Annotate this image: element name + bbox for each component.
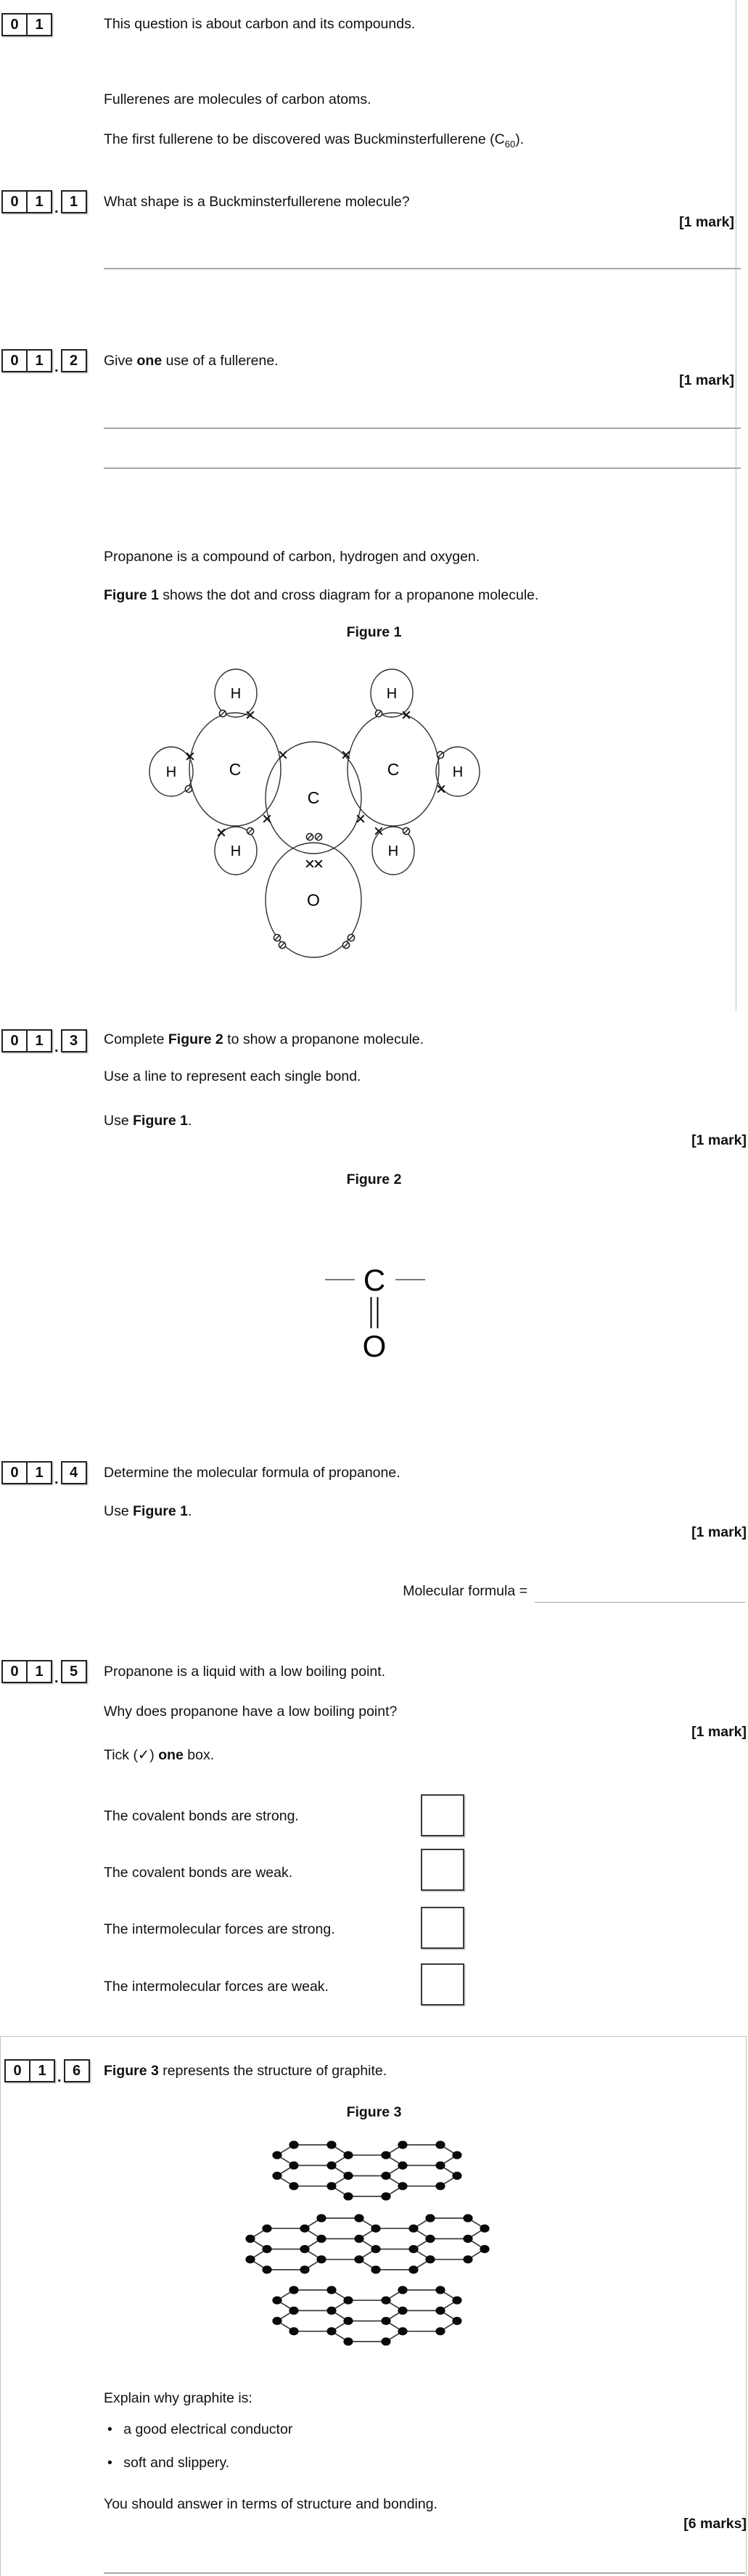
- qnum-dot: .: [54, 1471, 59, 1487]
- q015-text: Propanone is a liquid with a low boiling point.: [104, 1664, 386, 1680]
- q015-option-label-2: The covalent bonds are weak.: [104, 1865, 293, 1881]
- q016-bullet-1: • a good electrical conductor: [107, 2421, 293, 2437]
- qnum-digit: 1: [29, 2061, 54, 2081]
- atom-label-C: C: [229, 760, 242, 780]
- question-number-01-6: [4, 2059, 90, 2085]
- qnum-digit: 0: [10, 16, 19, 33]
- qnum-dot: .: [54, 1039, 59, 1055]
- question-number-01-1: [1, 190, 87, 216]
- qnum-digit: 0: [10, 1464, 19, 1481]
- qnum-digit: 1: [26, 351, 51, 371]
- q012-answer-line-2[interactable]: [104, 467, 741, 469]
- qnum-digit: 1: [26, 1031, 51, 1051]
- qnum-subdigit: 6: [73, 2062, 81, 2079]
- bullet-icon: •: [107, 2421, 112, 2437]
- qnum-digit: 0: [10, 1663, 19, 1680]
- qnum-dot: .: [54, 1670, 59, 1686]
- q014-use-figure1: Use Figure 1.: [104, 1503, 192, 1519]
- figure3-title: Figure 3: [346, 2104, 402, 2120]
- qnum-dot: .: [54, 200, 59, 216]
- c60-subscript: 60: [504, 139, 516, 150]
- qnum-digit: 1: [26, 1463, 51, 1483]
- atom-label-C: C: [387, 760, 400, 780]
- molecular-formula-label: Molecular formula =: [403, 1583, 527, 1599]
- q015-option-label-4: The intermolecular forces are weak.: [104, 1979, 329, 1995]
- question-number-01-5: [1, 1660, 87, 1686]
- figure3-graphite-structure: [0, 2090, 748, 2381]
- q015-checkbox-2[interactable]: [421, 1849, 464, 1891]
- propanone-intro-2: Figure 1 shows the dot and cross diagram for a propanone molecule.: [104, 587, 539, 603]
- q013-line2: Use a line to represent each single bond.: [104, 1068, 361, 1084]
- q013-mark: [1 mark]: [691, 1132, 747, 1148]
- q015-question: Why does propanone have a low boiling point?: [104, 1704, 398, 1720]
- atom-label-H: H: [386, 686, 398, 702]
- q015-option-label-1: The covalent bonds are strong.: [104, 1808, 299, 1824]
- q016-answer-line[interactable]: [104, 2572, 745, 2574]
- q015-option-label-3: The intermolecular forces are strong.: [104, 1921, 335, 1937]
- q014-mark: [1 mark]: [691, 1524, 747, 1540]
- atom-label-C: C: [307, 788, 320, 808]
- q016-outro: You should answer in terms of structure and bonding.: [104, 2496, 437, 2512]
- q015-mark: [1 mark]: [691, 1724, 747, 1740]
- atom-label-H: H: [165, 764, 177, 780]
- figure1-title: Figure 1: [346, 624, 402, 640]
- qnum-subdigit: 1: [70, 193, 78, 210]
- q011-mark: [1 mark]: [679, 214, 734, 230]
- q013-text: Complete Figure 2 to show a propanone molecule.: [104, 1031, 424, 1047]
- qnum-digit: 0: [10, 352, 19, 369]
- atom-label-H: H: [387, 843, 399, 859]
- q015-checkbox-4[interactable]: [421, 1963, 464, 2005]
- q016-bullet-2: • soft and slippery.: [107, 2455, 230, 2471]
- atom-label-H: H: [230, 686, 242, 702]
- q016-explain: Explain why graphite is:: [104, 2390, 252, 2406]
- q015-tick-instruction: Tick (✓) one box.: [104, 1747, 215, 1763]
- atom-label-O: O: [307, 891, 320, 910]
- molecular-formula-answer-line[interactable]: [535, 1602, 745, 1603]
- question-number-01-3: [1, 1029, 87, 1055]
- q012-text: Give one use of a fullerene.: [104, 353, 279, 369]
- figure1-dot-cross-diagram: [102, 653, 522, 973]
- bullet-icon: •: [107, 2455, 112, 2471]
- q01-first-fullerene: The first fullerene to be discovered was Buckminsterfullerene $(C_{60})$.: [104, 131, 525, 150]
- q014-text: Determine the molecular formula of propanone.: [104, 1465, 400, 1481]
- qnum-subdigit: 5: [70, 1663, 78, 1680]
- qnum-digit: 1: [26, 15, 51, 35]
- q011-text: What shape is a Buckminsterfullerene molecule?: [104, 194, 410, 210]
- question-number-01-2: [1, 349, 87, 375]
- q01-fullerenes: Fullerenes are molecules of carbon atoms.: [104, 91, 371, 107]
- q011-answer-line[interactable]: [104, 268, 741, 269]
- qnum-dot: .: [57, 2069, 62, 2085]
- figure2-title: Figure 2: [346, 1172, 402, 1187]
- qnum-digit: 0: [10, 193, 19, 210]
- q012-answer-line-1[interactable]: [104, 428, 741, 429]
- q012-mark: [1 mark]: [679, 372, 734, 388]
- qnum-subdigit: 4: [70, 1464, 78, 1481]
- q016-mark: [6 marks]: [683, 2516, 747, 2532]
- qnum-subdigit: 3: [70, 1032, 78, 1049]
- q013-use-figure1: Use Figure 1.: [104, 1113, 192, 1129]
- qnum-subdigit: 2: [70, 352, 78, 369]
- figure2-carbon-label: C: [363, 1263, 386, 1297]
- atom-label-H: H: [452, 764, 464, 780]
- q01-intro: This question is about carbon and its compounds.: [104, 16, 416, 32]
- q015-checkbox-3[interactable]: [421, 1907, 464, 1949]
- atom-label-H: H: [230, 843, 242, 859]
- q015-checkbox-1[interactable]: [421, 1794, 464, 1836]
- question-number-01-4: [1, 1461, 87, 1487]
- figure2-skeleton-diagram[interactable]: [276, 1259, 479, 1365]
- qnum-dot: .: [54, 359, 59, 375]
- qnum-digit: 1: [26, 192, 51, 212]
- qnum-digit: 0: [10, 1032, 19, 1049]
- propanone-intro-1: Propanone is a compound of carbon, hydrogen and oxygen.: [104, 549, 480, 565]
- qnum-digit: 0: [13, 2062, 22, 2079]
- qnum-digit: 1: [26, 1661, 51, 1682]
- q016-text: Figure 3 represents the structure of graphite.: [104, 2063, 387, 2079]
- question-number-01: [1, 13, 52, 36]
- figure2-oxygen-label: O: [362, 1329, 387, 1363]
